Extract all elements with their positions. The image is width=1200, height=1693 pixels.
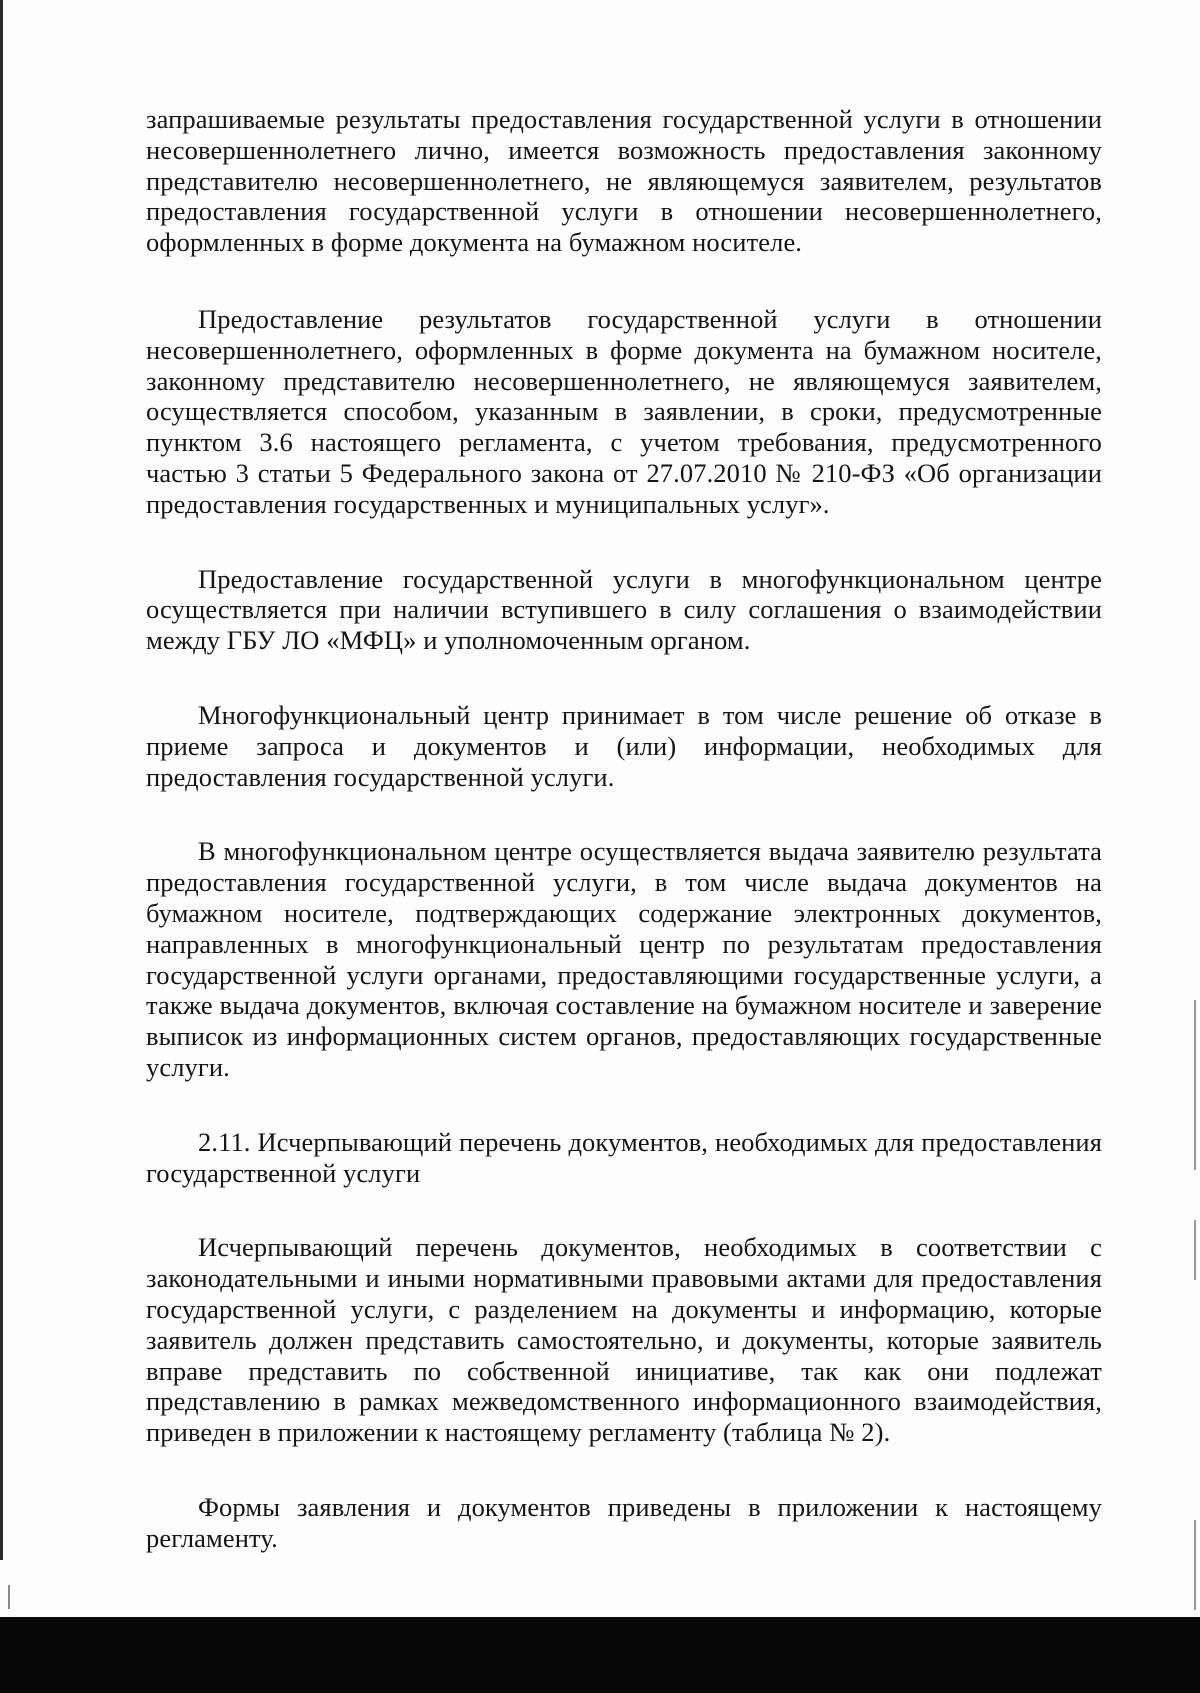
paragraph-gap — [146, 792, 1102, 836]
paragraph-gap — [146, 1188, 1102, 1232]
scan-edge-right — [1194, 1520, 1196, 1610]
paragraph-gap — [146, 656, 1102, 700]
paragraph-mfc-issuance: В многофункциональном центре осуществляется выдача заявителю результата предоставления государственной услуги, в том числе выдача документов на бумажном носителе, подтверждающих содержание электронных документов, направленных в многофункциональный центр по результатам предоставления государственной услуги органами, предоставляющими государственные услуги, а также выдача документов, включая составление на бумажном носителе и заверение выписок из информационных систем органов, предоставляющих государственные услуги. — [146, 836, 1102, 1082]
paragraph-mfc-agreement: Предоставление государственной услуги в многофункциональном центре осуществляется при наличии вступившего в силу соглашения о взаимодействии между ГБУ ЛО «МФЦ» и уполномоченным органом. — [146, 563, 1102, 656]
scan-edge-left — [0, 0, 3, 1560]
scan-edge-right — [1194, 1220, 1196, 1280]
paragraph-gap — [146, 1448, 1102, 1492]
paragraph-forms: Формы заявления и документов приведены в приложении к настоящему регламенту. — [146, 1491, 1102, 1553]
scan-edge-right — [1194, 1000, 1196, 1170]
scan-bottom-bar — [0, 1617, 1200, 1693]
paragraph-gap — [146, 258, 1102, 304]
paragraph-gap — [146, 520, 1102, 564]
paragraph-delivery-of-results: Предоставление результатов государственной услуги в отношении несовершеннолетнего, оформленных в форме документа на бумажном носителе, законному представителю несовершеннолетнего, не являющемуся заявителем, осуществляется способом, указанным в заявлении, в сроки, предусмотренные пунктом 3.6 настоящего регламента, с учетом требования, предусмотренного частью 3 статьи 5 Федерального закона от 27.07.2010 № 210-ФЗ «Об организации предоставления государственных и муниципальных услуг». — [146, 303, 1102, 519]
scan-mark — [8, 1585, 10, 1609]
paragraph-gap — [146, 1083, 1102, 1127]
paragraph-mfc-refusal: Многофункциональный центр принимает в том числе решение об отказе в приеме запроса и документов и (или) информации, необходимых для предоставления государственной услуги. — [146, 699, 1102, 792]
paragraph-documents-list: Исчерпывающий перечень документов, необходимых в соответствии с законодательными и иными нормативными правовыми актами для предоставления государственной услуги, с разделением на документы и информацию, которые заявитель должен представить самостоятельно, и документы, которые заявитель вправе представить по собственной инициативе, так как они подлежат представлению в рамках межведомственного информационного взаимодействия, приведен в приложении к настоящему регламенту (таблица № 2). — [146, 1232, 1102, 1448]
paragraph-result-to-legal-representative: запрашиваемые результаты предоставления государственной услуги в отношении несовершеннолетнего лично, имеется возможность предоставления законному представителю несовершеннолетнего, не являющемуся заявителем, результатов предоставления государственной услуги в отношении несовершеннолетнего, оформленных в форме документа на бумажном носителе. — [146, 104, 1102, 258]
section-heading-2-11: 2.11. Исчерпывающий перечень документов, необходимых для предоставления государственной услуги — [146, 1126, 1102, 1188]
document-body — [146, 104, 1102, 1553]
